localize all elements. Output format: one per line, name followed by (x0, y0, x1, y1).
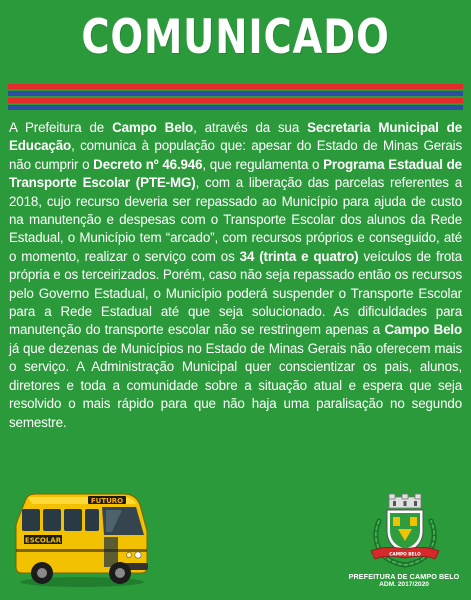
school-bus-icon (12, 485, 152, 589)
body-segment: já que dezenas de Municípios no Estado de Minas Gerais não oferecem mais o serviço. A Administração Municipal quer conscientizar os pais, alunos, diretores e toda a comunidade sobre a situação atual e espera que seja resolvido o mais rápido para que não haja uma paralisação no segundo semestre. (9, 340, 462, 430)
body-segment-bold: 34 (trinta e quatro) (239, 248, 359, 264)
body-segment: , com a liberação das parcelas referentes a 2018, cujo recurso deveria ser repassado ao Município para ajuda de custo na manutenção e despesas com o Transporte Escolar dos alunos da Rede Estadual, o Município tem “arcado”, com recursos próprios e conseguido, até o momento, realizar o serviço com os (9, 175, 463, 264)
body-segment: , que regulamenta o (202, 156, 324, 172)
body-segment-bold: Campo Belo (384, 322, 462, 338)
bus-destination-sign: FUTURO (90, 496, 124, 505)
crest-ribbon-text: CAMPO BELO (389, 552, 421, 558)
stripe-2 (8, 91, 463, 96)
body-segment: A Prefeitura de (9, 120, 113, 135)
body-segment: , através da sua (193, 120, 308, 135)
stripe-3 (8, 98, 463, 103)
bus-side-sign: ESCOLAR (24, 536, 62, 545)
body-segment: veículos de frota própria e os terceirizados. Porém, caso não seja repassado então os recursos pelo Governo Estadual, o Município poderá suspender o Transporte Escolar para a Rede Estadual até que seja solucionado. As dificuldades para manutenção do transporte escolar não se restringem apenas a (9, 248, 463, 338)
stripe-4 (8, 105, 463, 110)
footer-signature (340, 573, 468, 589)
announcement-body (9, 119, 462, 432)
body-segment-bold: Decreto nº 46.946 (93, 156, 203, 172)
body-segment-bold: Programa Estadual de Transporte Escolar (PTE-MG) (9, 156, 462, 191)
page-title: COMUNICADO (81, 10, 390, 65)
body-segment: , comunica à população que: apesar do Estado de Minas Gerais não cumprir o (9, 138, 462, 172)
prefecture-name: PREFEITURA DE CAMPO BELO (348, 572, 460, 581)
administration-term: ADM. 2017/2020 (379, 581, 429, 588)
municipal-crest-icon (365, 491, 445, 571)
stripe-1 (8, 84, 463, 89)
body-segment-bold: Secretaria Municipal de Educação (9, 120, 463, 154)
color-stripes (8, 84, 463, 112)
body-segment-bold: Campo Belo (112, 120, 194, 135)
